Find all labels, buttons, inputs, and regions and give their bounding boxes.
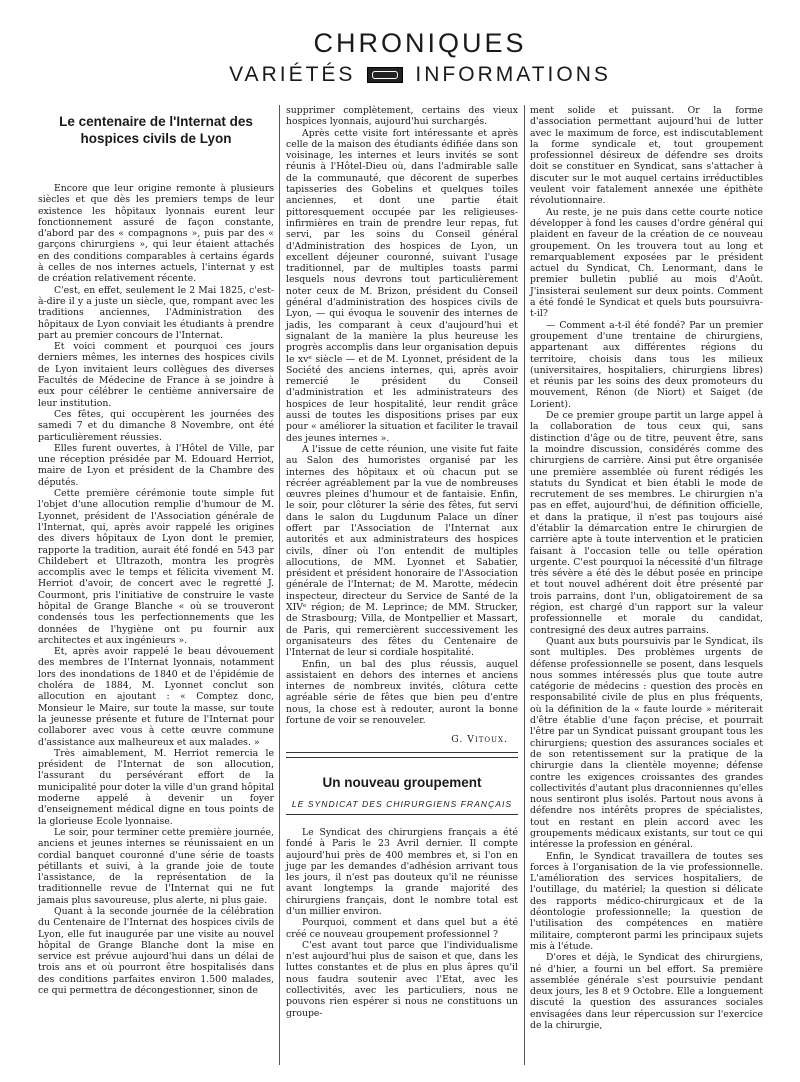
paragraph: Très aimablement, M. Herriot remercia le président de l'Internat de son allocution, l'assurant du persévérant effort de la municipalité pour doter la ville d'un grand hôpital moderne appelé à devenir un foyer d'enseignement médical digne en tous points de la glorieuse Ecole lyonnaise. (38, 747, 274, 827)
paragraph: Quant aux buts poursuivis par le Syndicat, ils sont multiples. Des problèmes urgents de défense professionnelle se posent, dans lesquels nous sommes intéressés plus que toute autre catégorie de médecins : question des procès en responsabilité civile de plus en plus fréquents, où la définition de la « faute lourde » mériterait d'être établie d'une façon précise, et pourrait l'être par un Syndicat puissant groupant tous les chirurgiens; question des assurances sociales et de son retentissement sur la pratique de la chirurgie dans la clientèle moyenne; défense contre les exigences croissantes des grandes collectivités d'autant plus draconniennes qu'elles nous sentiront plus isolés. Partout nous avons à défendre nos intérêts propres de spécialistes, tout en restant en plein accord avec les groupements médicaux existants, sur tout ce qui intéresse la profession en général. (530, 635, 763, 851)
article2-body-col3 (530, 105, 763, 1031)
column-3 (530, 105, 763, 1055)
paragraph: Le soir, pour terminer cette première journée, anciens et jeunes internes se réunissaient en un cordial banquet couronné d'une série de toasts pétillants et suivi, à la grande joie de toute l'assistance, de la représentation de la traditionnelle revue de l'Internat qui ne fut jamais plus savoureuse, plus alerte, ni plus gaie. (38, 826, 274, 906)
paragraph: Quant à la seconde journée de la célébration du Centenaire de l'Internat des hospices civils de Lyon, elle fut inaugurée par une visite au nouvel hôpital de Grange Blanche dont la mise en service est prévue aujourd'hui dans un délai de trois ans et où pourront être hospitalisés dans des conditions parfaites environ 1.500 malades, ce qui permettra de décongestionner, sinon de (38, 906, 274, 997)
column-1 (38, 105, 274, 997)
ornament-icon (367, 67, 403, 83)
article-separator (286, 757, 518, 758)
paragraph: Encore que leur origine remonte à plusieurs siècles et que dès les premiers temps de leur existence les hôpitaux lyonnais eurent leur fonctionnement assuré de façon constante, d'abord par des « compagnons », puis par des « garçons chirurgiens », qui leur étaient attachés en des conditions comparables à certains égards à celles de nos internes actuels, l'internat y est de création relativement récente. (38, 183, 274, 285)
masthead-title: CHRONIQUES (313, 28, 527, 58)
paragraph: Cette première cérémonie toute simple fut l'objet d'une allocution remplie d'humour de M. Lyonnet, président de l'Association générale de l'Internat, qui, après avoir rappelé les origines des divers hôpitaux de Lyon dont le premier, rapporte la tradition, aurait été fondé en 543 par Childebert et Ultrazoth, montra les progrès accomplis avec le temps et félicita vivement M. Herriot d'avoir, de concert avec le regretté J. Courmont, pris l'initiative de construire le vaste hôpital de Grange Blanche « où se trouveront condensés tous les perfectionnements que les données de l'hygiène ont pu fournir aux architectes et aux ingénieurs ». (38, 488, 274, 646)
article2-title: Un nouveau groupement (322, 774, 482, 790)
paragraph: Le Syndicat des chirurgiens français a été fondé à Paris le 23 Avril dernier. Il compte aujourd'hui près de 400 membres et, si l'on en juge par les demandes d'adhésion arrivant tous les jours, il n'est pas douteux qu'il ne réunisse avant longtemps la grande majorité des chirurgiens français, dont le nombre total est d'un millier environ. (286, 826, 518, 917)
paragraph: Et, après avoir rappelé le beau dévouement des membres de l'Internat lyonnais, notamment lors des inondations de 1840 et de l'épidémie de choléra de 1884, M. Lyonnet conclut son allocution en ajoutant : « Comptez donc, Monsieur le Maire, sur toute la masse, sur toute la jeunesse présente et future de l'Internat pour collaborer avec vous à cette œuvre commune d'assistance aux malheureux et aux malades. » (38, 646, 274, 748)
paragraph: C'est, en effet, seulement le 2 Mai 1825, c'est-à-dire il y a juste un siècle, que, rompant avec les traditions anciennes, l'Administration des hôpitaux de Lyon conviait les étudiants à prendre part au premier concours de l'Internat. (38, 284, 274, 341)
paragraph: Ces fêtes, qui occupèrent les journées des samedi 7 et du dimanche 8 Novembre, ont été particulièrement réussies. (38, 408, 274, 443)
column-divider (279, 105, 280, 1065)
paragraph: De ce premier groupe partit un large appel à la collaboration de tous ceux qui, sans distinction d'âge ou de titre, peuvent être, sans la moindre discussion, considérés comme des chirurgiens de carrière. Ainsi put être organisée une première assemblée où furent rédigés les statuts du Syndicat et bien établi le mode de recrutement de ses membres. Le chirurgien n'a pas en effet, aujourd'hui, de définition officielle, et dans la pratique, il n'est pas toujours aisé d'établir la démarcation entre le chirurgien de carrière apte à toute intervention et le praticien faisant à l'occasion telle ou telle opération urgente. C'est pourquoi la nécessité d'un filtrage très sévère a été dès le début posée en principe et tout nouvel adhérent doit être présenté par trois parrains, dont l'un, obligatoirement de sa région, est chargé d'un rapport sur la valeur professionnelle et morale du candidat, contresigné des deux autres parrains. (530, 410, 763, 636)
paragraph: supprimer complètement, certains des vieux hospices lyonnais, aujourd'hui surchargés. (286, 105, 518, 128)
paragraph: A l'issue de cette réunion, une visite fut faite au Salon des humoristes organisé par les internes des hôpitaux et où chacun put se récréer agréablement par la vue de nombreuses œuvres pleines d'humour et de fantaisie. Enfin, le soir, pour clôturer la série des fêtes, fut servi dans le salon du Lugdunum Palace un dîner offert par l'Association de l'Internat aux autorités et aux administrateurs des hospices civils, dîner où l'on entendit de multiples allocutions, de MM. Lyonnet et Sabatier, président et président honoraire de l'Association générale de l'Internat; de M. Marotte, médecin inspecteur, directeur du Service de Santé de la XIVᵉ région; de M. Leprince; de MM. Strucker, de Strasbourg; Villa, de Montpellier et Massart, de Paris, qui remercièrent successivement les organisateurs des fêtes du Centenaire de l'Internat de leur si cordiale hospitalité. (286, 443, 518, 659)
section-masthead (0, 28, 800, 88)
paragraph: Pourquoi, comment et dans quel but a été créé ce nouveau groupement professionnel ? (286, 917, 518, 940)
paragraph: C'est avant tout parce que l'individualisme n'est aujourd'hui plus de saison et que, dans les luttes constantes et de plus en plus âpres qu'il nous faudra soutenir avec l'Etat, avec les collectivités, avec les particuliers, nous ne pouvons rien espérer si nous ne constituons un groupe- (286, 939, 518, 1019)
article1-body-col1 (38, 183, 274, 996)
article1-body-col2 (286, 105, 518, 726)
paragraph: D'ores et déjà, le Syndicat des chirurgiens, né d'hier, a fourni un bel effort. Sa première assemblée générale s'est poursuivie pendant deux jours, les 8 et 9 Octobre. Elle a longuement discuté la question des assurances sociales envisagées dans leur répercussion sur l'exercice de la chirurgie, (530, 952, 763, 1032)
masthead-subtitle (40, 62, 800, 88)
article1-signature: G. Vitoux. (451, 734, 508, 746)
paragraph: Et voici comment et pourquoi ces jours derniers mêmes, les internes des hospices civils de Lyon invitaient leurs collègues des diverses Facultés de Médecine de France à se joindre à eux pour célébrer le centième anniversaire de leur institution. (38, 341, 274, 409)
paragraph: ment solide et puissant. Or la forme d'association permettant aujourd'hui de lutter avec le maximum de force, est indiscutablement la forme syndicale et, tout groupement professionnel désireux de défendre ses droits doit se constituer en Syndicat, sans s'attacher à discuter sur le mot auquel certains irréductibles veulent voir fatalement annexée une épithète révolutionnaire. (530, 105, 763, 207)
article2-body-col2 (286, 827, 518, 1019)
paragraph: Enfin, un bal des plus réussis, auquel assistaient en dehors des internes et anciens internes de nombreux invités, clôtura cette agréable série de fêtes que bien peu d'entre nous, la chose est à redouter, auront la bonne fortune de voir se renouveler. (286, 658, 518, 727)
column-divider (524, 105, 525, 1065)
article1-title: Le centenaire de l'Internat des hospices civils de Lyon (59, 114, 253, 146)
column-2 (286, 105, 518, 1055)
article-separator (286, 752, 518, 753)
paragraph: Elles furent ouvertes, à l'Hôtel de Ville, par une réception présidée par M. Edouard Herriot, maire de Lyon et président de la Chambre des députés. (38, 442, 274, 488)
masthead-right-label: INFORMATIONS (415, 63, 611, 86)
paragraph: Enfin, le Syndicat travaillera de toutes ses forces à l'organisation de la vie professionnelle. L'amélioration des services hospitaliers, de l'outillage, du matériel; la question si délicate des rapports médico-chirurgicaux et de la déontologie professionnelle; la question de l'utilisation des compétences en matière militaire, compteront parmi les principaux sujets mis à l'étude. (530, 850, 763, 952)
paragraph: — Comment a-t-il été fondé? Par un premier groupement d'une trentaine de chirurgiens, appartenant aux différentes régions du territoire, choisis dans tous les milieux (universitaires, hospitaliers, chirurgiens libres) et réunis par les soins des deux promoteurs du mouvement, Rénon (de Niort) et Saiget (de Lorient). (530, 319, 763, 410)
article2-subtitle: LE SYNDICAT DES CHIRURGIENS FRANÇAIS (286, 799, 518, 815)
paragraph: Au reste, je ne puis dans cette courte notice développer à fond les causes d'ordre général qui plaident en faveur de la création de ce nouveau groupement. On les trouvera tout au long et remarquablement exposées par le président actuel du Syndicat, Ch. Lenormant, dans le premier bulletin publié au mois d'Août. J'insisterai seulement sur deux points. Comment a été fondé le Syndicat et quels buts poursuivra-t-il? (530, 206, 763, 320)
paragraph: Après cette visite fort intéressante et après celle de la maison des étudiants édifiée dans son voisinage, les internes et leurs invités se sont réunis à l'Hôtel-Dieu où, dans l'admirable salle de la communauté, que décorent de superbes tapisseries des Gobelins et quelques toiles anciennes, et dont une partie était pittoresquement occupée par les religieuses-infirmières en train de prendre leur repas, fut servi, par les soins du Conseil général d'Administration des hospices de Lyon, un excellent déjeuner couronné, suivant l'usage traditionnel, par de multiples toasts parmi lesquels nous devrons tout particulièrement noter ceux de M. Brizon, président du Conseil général d'administration des hospices civils de Lyon, — qui évoqua le souvenir des internes de jadis, les comparant à ceux d'aujourd'hui et signalant de la manière la plus heureuse les progrès accomplis dans leur organisation depuis le xvᵉ siècle — et de M. Lyonnet, président de la Société des anciens internes, qui, après avoir remercié le président du Conseil d'administration et les administrateurs des hospices de leur hospitalité, leur rendit grâce aussi de toutes les dispositions prises par eux pour « améliorer la situation et faciliter le travail des jeunes internes ». (286, 127, 518, 444)
masthead-left-label: VARIÉTÉS (229, 63, 356, 86)
